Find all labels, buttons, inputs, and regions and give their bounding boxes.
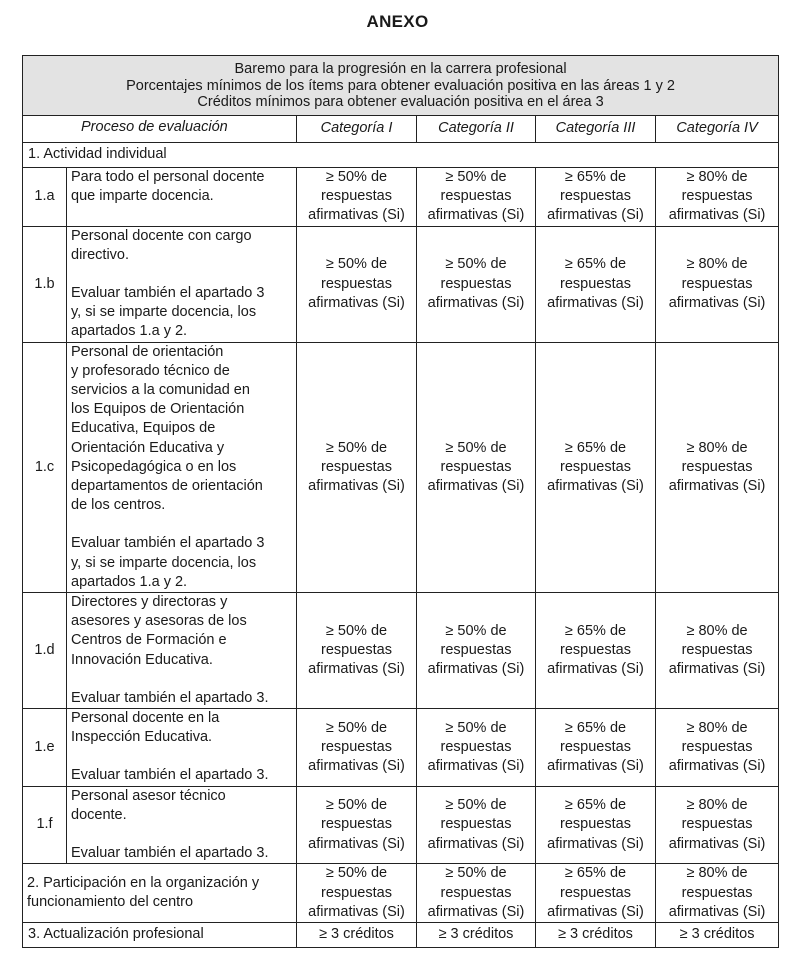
threshold-cell bbox=[297, 864, 417, 923]
evaluation-table bbox=[22, 55, 779, 948]
threshold-line: respuestas bbox=[440, 884, 512, 901]
threshold-line: ≥ 80% de bbox=[686, 169, 748, 185]
threshold-line: respuestas bbox=[440, 641, 512, 658]
threshold-line: respuestas bbox=[440, 188, 512, 205]
evaluation-note-line: Evaluar también el apartado 3. bbox=[71, 689, 269, 706]
threshold-cell bbox=[297, 593, 417, 709]
threshold-line: ≥ 65% de bbox=[564, 865, 627, 882]
threshold-line: afirmativas (Si) bbox=[547, 294, 644, 311]
threshold-line: ≥ 65% de bbox=[564, 719, 627, 736]
threshold-line: afirmativas (Si) bbox=[308, 661, 405, 678]
threshold-line: ≥ 65% de bbox=[564, 169, 627, 185]
threshold-line: respuestas bbox=[560, 458, 631, 475]
row-description bbox=[67, 226, 297, 342]
column-header-cat4: Categoría IV bbox=[656, 116, 779, 143]
threshold-line: respuestas bbox=[560, 884, 631, 901]
threshold-line: afirmativas (Si) bbox=[308, 835, 405, 852]
threshold-line: respuestas bbox=[560, 641, 631, 658]
threshold-line: respuestas bbox=[681, 641, 753, 658]
description-line: asesores y asesoras de los bbox=[71, 613, 247, 630]
threshold-cell bbox=[656, 168, 779, 227]
threshold-line: ≥ 50% de bbox=[445, 797, 507, 814]
threshold-line: ≥ 65% de bbox=[564, 439, 627, 456]
threshold-line: afirmativas (Si) bbox=[547, 207, 644, 224]
description-line: Educativa, Equipos de bbox=[71, 420, 216, 437]
row-code: 1.d bbox=[23, 593, 67, 709]
threshold-line: afirmativas (Si) bbox=[547, 903, 644, 920]
threshold-line: afirmativas (Si) bbox=[427, 835, 525, 852]
threshold-cell bbox=[417, 593, 536, 709]
threshold-cell bbox=[536, 226, 656, 342]
table-row bbox=[23, 593, 779, 709]
threshold-line: ≥ 65% de bbox=[564, 797, 627, 814]
threshold-line: ≥ 50% de bbox=[325, 797, 388, 814]
threshold-line: afirmativas (Si) bbox=[547, 757, 644, 774]
threshold-cell bbox=[656, 864, 779, 923]
table-row bbox=[23, 342, 779, 592]
threshold-line: ≥ 50% de bbox=[325, 439, 388, 456]
section-2-label-line: funcionamiento del centro bbox=[27, 894, 194, 911]
evaluation-note-line: Evaluar también el apartado 3 bbox=[71, 535, 265, 552]
caption-line-2: Porcentajes mínimos de los ítems para obtener evaluación positiva en las áreas 1 y 2 bbox=[126, 77, 675, 94]
credits-cell: ≥ 3 créditos bbox=[656, 922, 779, 947]
threshold-line: respuestas bbox=[440, 816, 512, 833]
threshold-line: respuestas bbox=[321, 884, 392, 901]
threshold-line: respuestas bbox=[321, 275, 392, 292]
description-line: Personal asesor técnico bbox=[71, 787, 226, 804]
threshold-line: ≥ 50% de bbox=[325, 622, 388, 639]
description-line: Innovación Educativa. bbox=[71, 651, 213, 668]
credits-cell: ≥ 3 créditos bbox=[297, 922, 417, 947]
threshold-line: ≥ 80% de bbox=[686, 865, 748, 882]
threshold-cell bbox=[656, 709, 779, 787]
table-header-row bbox=[23, 56, 779, 116]
evaluation-note-line: Evaluar también el apartado 3. bbox=[71, 767, 269, 784]
threshold-cell bbox=[417, 709, 536, 787]
threshold-line: afirmativas (Si) bbox=[427, 207, 525, 224]
threshold-line: afirmativas (Si) bbox=[668, 207, 766, 224]
threshold-cell bbox=[656, 226, 779, 342]
threshold-line: ≥ 65% de bbox=[564, 256, 627, 273]
evaluation-note-line: apartados 1.a y 2. bbox=[71, 323, 188, 340]
threshold-cell bbox=[417, 226, 536, 342]
description-line: Psicopedagógica o en los bbox=[71, 458, 237, 475]
threshold-line: respuestas bbox=[440, 738, 512, 755]
threshold-line: afirmativas (Si) bbox=[427, 661, 525, 678]
evaluation-note-line: y, si se imparte docencia, los bbox=[71, 304, 257, 321]
threshold-line: afirmativas (Si) bbox=[308, 477, 405, 494]
row-code: 1.f bbox=[23, 786, 67, 864]
threshold-line: ≥ 50% de bbox=[325, 865, 388, 882]
section-1-label: 1. Actividad individual bbox=[23, 143, 779, 168]
threshold-line: respuestas bbox=[560, 275, 631, 292]
caption-line-3: Créditos mínimos para obtener evaluación positiva en el área 3 bbox=[197, 94, 604, 111]
threshold-line: ≥ 50% de bbox=[445, 169, 507, 185]
row-code: 1.c bbox=[23, 342, 67, 592]
evaluation-note-line: Evaluar también el apartado 3. bbox=[71, 845, 269, 862]
threshold-line: afirmativas (Si) bbox=[427, 757, 525, 774]
threshold-line: respuestas bbox=[681, 275, 753, 292]
column-header-process: Proceso de evaluación bbox=[23, 116, 297, 143]
threshold-line: ≥ 50% de bbox=[445, 256, 507, 273]
column-header-cat1: Categoría I bbox=[297, 116, 417, 143]
threshold-line: respuestas bbox=[681, 188, 753, 205]
row-code: 1.e bbox=[23, 709, 67, 787]
threshold-line: respuestas bbox=[681, 458, 753, 475]
table-row bbox=[23, 168, 779, 227]
threshold-line: respuestas bbox=[321, 738, 392, 755]
threshold-line: ≥ 80% de bbox=[686, 256, 748, 273]
threshold-line: afirmativas (Si) bbox=[668, 757, 766, 774]
description-line: Personal de orientación bbox=[71, 343, 224, 360]
threshold-line: afirmativas (Si) bbox=[308, 207, 405, 224]
threshold-line: afirmativas (Si) bbox=[668, 835, 766, 852]
threshold-line: afirmativas (Si) bbox=[427, 294, 525, 311]
threshold-line: ≥ 50% de bbox=[325, 169, 388, 185]
threshold-cell bbox=[656, 786, 779, 864]
threshold-line: afirmativas (Si) bbox=[308, 903, 405, 920]
description-line: Inspección Educativa. bbox=[71, 729, 213, 746]
description-line: de los centros. bbox=[71, 497, 166, 514]
description-line: que imparte docencia. bbox=[71, 188, 214, 205]
threshold-line: afirmativas (Si) bbox=[547, 835, 644, 852]
caption-line-1: Baremo para la progresión en la carrera profesional bbox=[234, 61, 567, 78]
threshold-cell bbox=[297, 168, 417, 227]
section-row bbox=[23, 143, 779, 168]
threshold-line: respuestas bbox=[321, 816, 392, 833]
description-line: Orientación Educativa y bbox=[71, 439, 225, 456]
threshold-cell bbox=[297, 342, 417, 592]
evaluation-note-line: apartados 1.a y 2. bbox=[71, 573, 188, 590]
section-3-label: 3. Actualización profesional bbox=[23, 922, 297, 947]
threshold-line: respuestas bbox=[681, 884, 753, 901]
threshold-line: respuestas bbox=[321, 641, 392, 658]
threshold-cell bbox=[656, 342, 779, 592]
description-line: y profesorado técnico de bbox=[71, 362, 230, 379]
threshold-cell bbox=[536, 168, 656, 227]
section-3-row bbox=[23, 922, 779, 947]
column-header-cat2: Categoría II bbox=[417, 116, 536, 143]
row-description bbox=[67, 593, 297, 709]
section-2-row bbox=[23, 864, 779, 923]
threshold-line: ≥ 50% de bbox=[445, 865, 507, 882]
description-line: docente. bbox=[71, 806, 127, 823]
threshold-line: afirmativas (Si) bbox=[668, 903, 766, 920]
threshold-cell bbox=[656, 593, 779, 709]
threshold-line: respuestas bbox=[321, 188, 392, 205]
threshold-cell bbox=[536, 709, 656, 787]
threshold-line: afirmativas (Si) bbox=[668, 477, 766, 494]
threshold-cell bbox=[536, 864, 656, 923]
section-2-label bbox=[23, 864, 297, 923]
threshold-line: ≥ 50% de bbox=[445, 719, 507, 736]
threshold-cell bbox=[536, 593, 656, 709]
column-header-row bbox=[23, 116, 779, 143]
threshold-line: ≥ 80% de bbox=[686, 622, 748, 639]
threshold-line: afirmativas (Si) bbox=[547, 661, 644, 678]
threshold-line: afirmativas (Si) bbox=[308, 757, 405, 774]
threshold-line: ≥ 80% de bbox=[686, 797, 748, 814]
threshold-cell bbox=[297, 226, 417, 342]
threshold-line: ≥ 50% de bbox=[445, 439, 507, 456]
row-description bbox=[67, 342, 297, 592]
threshold-cell bbox=[417, 864, 536, 923]
threshold-line: afirmativas (Si) bbox=[308, 294, 405, 311]
description-line: servicios a la comunidad en bbox=[71, 382, 250, 399]
credits-cell: ≥ 3 créditos bbox=[417, 922, 536, 947]
credits-cell: ≥ 3 créditos bbox=[536, 922, 656, 947]
threshold-line: respuestas bbox=[440, 275, 512, 292]
threshold-cell bbox=[536, 342, 656, 592]
threshold-line: ≥ 50% de bbox=[325, 256, 388, 273]
table-caption bbox=[23, 56, 779, 116]
threshold-line: respuestas bbox=[681, 816, 753, 833]
description-line: los Equipos de Orientación bbox=[71, 401, 245, 418]
threshold-line: respuestas bbox=[560, 188, 631, 205]
threshold-cell bbox=[297, 709, 417, 787]
table-row bbox=[23, 709, 779, 787]
threshold-line: respuestas bbox=[560, 738, 631, 755]
threshold-line: ≥ 65% de bbox=[564, 622, 627, 639]
row-description bbox=[67, 786, 297, 864]
description-line: Para todo el personal docente bbox=[71, 169, 265, 185]
row-description bbox=[67, 709, 297, 787]
table-row bbox=[23, 786, 779, 864]
threshold-line: afirmativas (Si) bbox=[668, 661, 766, 678]
threshold-cell bbox=[297, 786, 417, 864]
description-line: Directores y directoras y bbox=[71, 594, 228, 611]
threshold-line: afirmativas (Si) bbox=[427, 477, 525, 494]
description-line: Centros de Formación e bbox=[71, 632, 227, 649]
table-row bbox=[23, 226, 779, 342]
threshold-line: afirmativas (Si) bbox=[547, 477, 644, 494]
description-line: directivo. bbox=[71, 246, 130, 263]
threshold-line: respuestas bbox=[681, 738, 753, 755]
row-code: 1.b bbox=[23, 226, 67, 342]
description-line: Personal docente con cargo bbox=[71, 227, 252, 244]
threshold-cell bbox=[417, 342, 536, 592]
threshold-cell bbox=[536, 786, 656, 864]
threshold-line: respuestas bbox=[440, 458, 512, 475]
row-description bbox=[67, 168, 297, 227]
threshold-line: ≥ 50% de bbox=[325, 719, 388, 736]
threshold-line: afirmativas (Si) bbox=[668, 294, 766, 311]
threshold-line: respuestas bbox=[560, 816, 631, 833]
description-line: Personal docente en la bbox=[71, 710, 220, 727]
threshold-line: respuestas bbox=[321, 458, 392, 475]
evaluation-note-line: Evaluar también el apartado 3 bbox=[71, 285, 265, 302]
description-line: departamentos de orientación bbox=[71, 478, 263, 495]
evaluation-note-line: y, si se imparte docencia, los bbox=[71, 554, 257, 571]
column-header-cat3: Categoría III bbox=[536, 116, 656, 143]
row-code: 1.a bbox=[23, 168, 67, 227]
threshold-cell bbox=[417, 786, 536, 864]
threshold-line: ≥ 80% de bbox=[686, 719, 748, 736]
section-2-label-line: 2. Participación en la organización y bbox=[27, 874, 260, 891]
threshold-cell bbox=[417, 168, 536, 227]
threshold-line: ≥ 80% de bbox=[686, 439, 748, 456]
threshold-line: ≥ 50% de bbox=[445, 622, 507, 639]
annex-title: ANEXO bbox=[366, 12, 429, 31]
threshold-line: afirmativas (Si) bbox=[427, 903, 525, 920]
